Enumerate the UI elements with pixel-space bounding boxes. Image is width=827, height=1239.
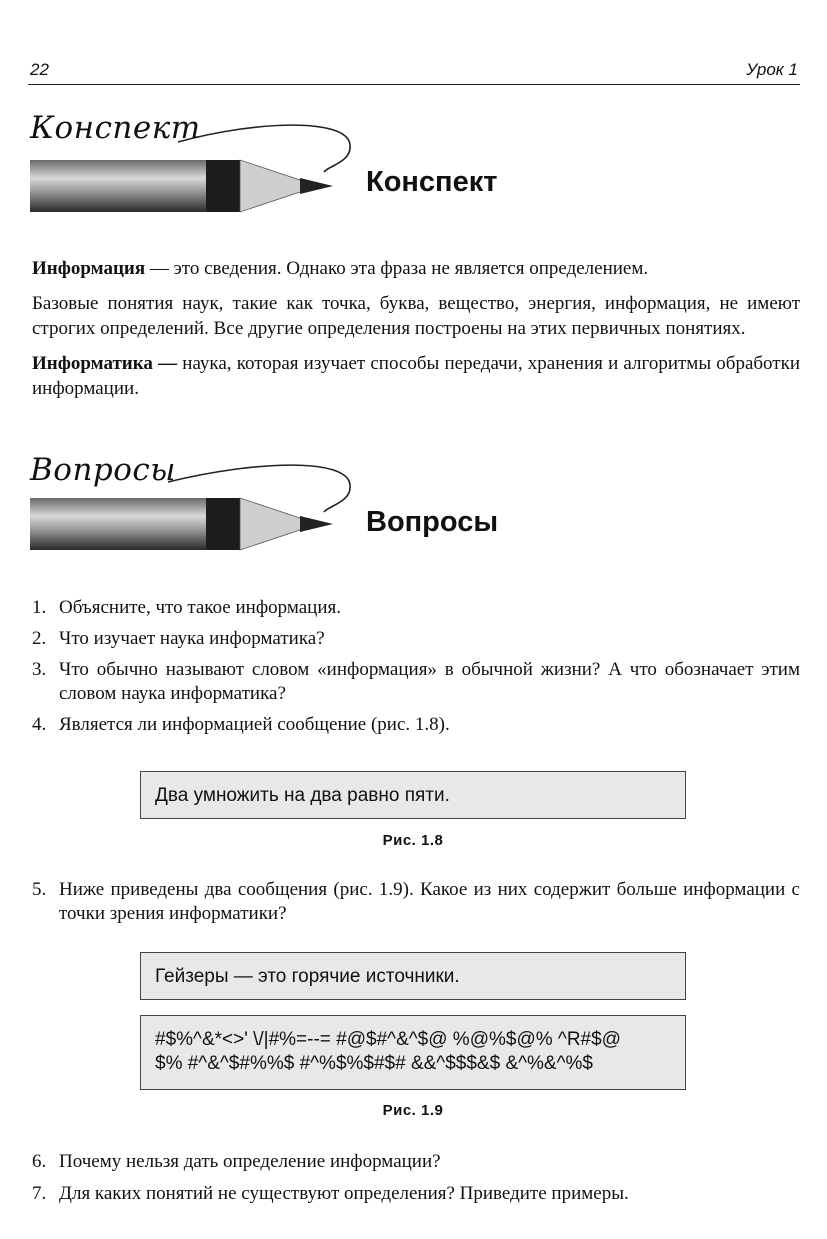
voprosy-script-title: Вопросы xyxy=(30,452,177,488)
questions-list-3 xyxy=(32,1150,800,1206)
question-number: 1. xyxy=(32,597,47,618)
konspekt-heading: Конспект xyxy=(366,166,498,198)
question-text: Что обычно называют словом «информация» в обычной жизни? А что обозначает этим словом наука информатика? xyxy=(59,659,800,704)
question-text: Почему нельзя дать определение информации? xyxy=(59,1151,441,1172)
figure-1-9-message-box-2 xyxy=(140,1015,686,1090)
figure-1-8-message-box xyxy=(140,771,686,819)
paragraph-text: — это сведения. Однако эта фраза не является определением. xyxy=(145,258,649,279)
term: Информация xyxy=(32,258,146,279)
paragraph-informatics xyxy=(32,351,800,401)
figure-1-9-message-1: Гейзеры — это горячие источники. xyxy=(155,966,460,987)
figure-1-8-caption: Рис. 1.8 xyxy=(382,832,444,849)
running-head xyxy=(28,58,800,85)
question-item xyxy=(32,596,800,620)
question-item xyxy=(32,658,800,706)
lesson-label: Урок 1 xyxy=(746,60,798,79)
question-number: 2. xyxy=(32,628,47,649)
figure-1-9-message-box-1 xyxy=(140,952,686,1000)
question-item xyxy=(32,1182,800,1206)
page-number: 22 xyxy=(30,60,49,79)
question-text: Объясните, что такое информация. xyxy=(59,597,342,618)
question-number: 3. xyxy=(32,659,47,680)
figure-1-9-message-2-line-1: #$%^&*<>' \/|#%=--= #@$#^&^$@ %@%$@% ^R#$@ xyxy=(155,1029,621,1050)
paragraph-information xyxy=(32,256,800,281)
question-number: 5. xyxy=(32,879,47,900)
question-item xyxy=(32,878,800,926)
question-number: 6. xyxy=(32,1151,47,1172)
question-text: Является ли информацией сообщение (рис. 1.8). xyxy=(59,714,450,735)
questions-list-2 xyxy=(32,878,800,926)
figure-1-9-caption: Рис. 1.9 xyxy=(382,1102,444,1119)
question-text: Что изучает наука информатика? xyxy=(59,628,325,649)
figure-1-8-message: Два умножить на два равно пяти. xyxy=(155,785,450,806)
konspekt-script-title: Конспект xyxy=(30,110,201,146)
paragraph-text: Базовые понятия наук, такие как точка, буква, вещество, энергия, информация, не имеют строгих определений. Все другие определения построены на этих первичных понятиях. xyxy=(32,293,800,339)
question-text: Ниже приведены два сообщения (рис. 1.9). Какое из них содержит больше информации с точки зрения информатики? xyxy=(59,879,800,924)
question-number: 4. xyxy=(32,714,47,735)
figure-1-9-message-2-line-2: $% #^&^$#%%$ #^%$%$#$# &&^$$$&$ &^%&^%$ xyxy=(155,1053,593,1074)
voprosy-heading: Вопросы xyxy=(366,506,499,538)
questions-list-1 xyxy=(32,596,800,737)
konspekt-banner xyxy=(28,110,548,230)
konspekt-text xyxy=(32,256,800,411)
paragraph-text: наука, которая изучает способы передачи, хранения и алгоритмы обработки информации. xyxy=(32,353,800,399)
question-item xyxy=(32,1150,800,1174)
question-number: 7. xyxy=(32,1183,47,1204)
voprosy-banner xyxy=(28,452,548,572)
question-text: Для каких понятий не существуют определения? Приведите примеры. xyxy=(59,1183,629,1204)
question-item xyxy=(32,627,800,651)
question-item xyxy=(32,713,800,737)
paragraph-basic-concepts xyxy=(32,291,800,341)
term: Информатика — xyxy=(32,353,178,374)
